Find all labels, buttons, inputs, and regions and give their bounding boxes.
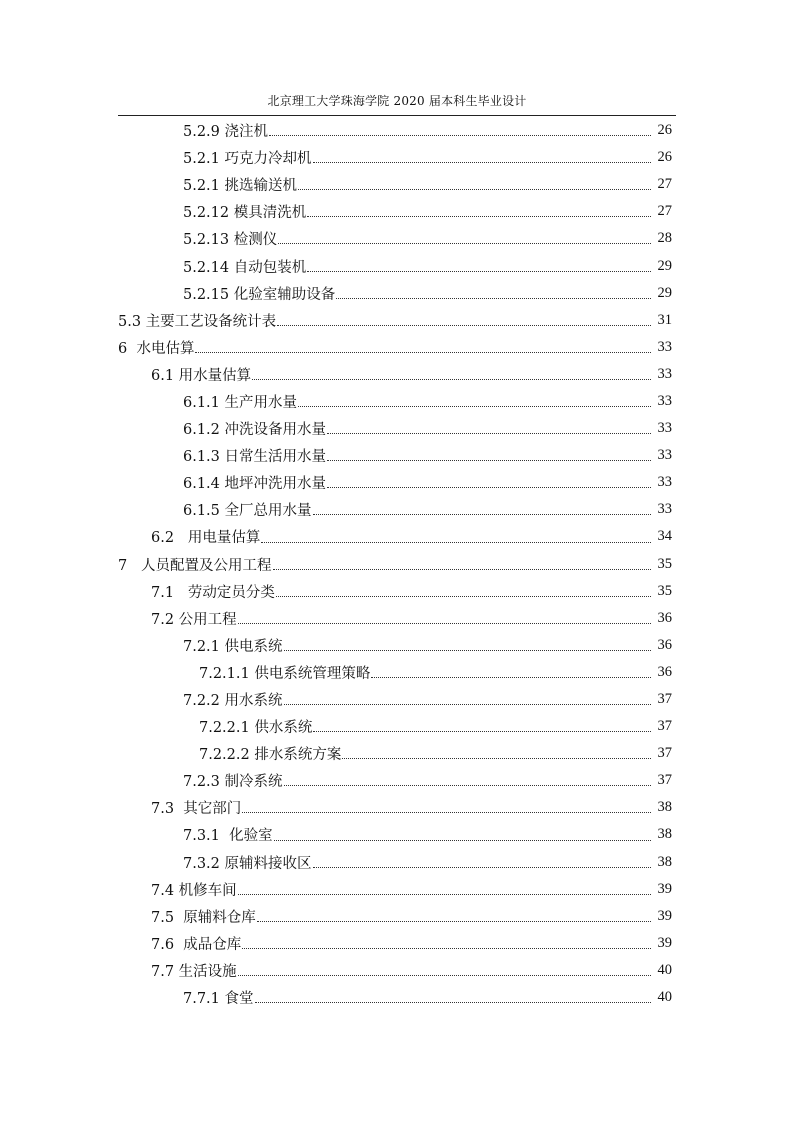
toc-entry-title: 7.3.2 原辅料接收区 <box>183 855 312 872</box>
toc-entry-title: 7.7.1 食堂 <box>183 991 254 1008</box>
toc-entry[interactable] <box>0 984 793 1011</box>
toc-entry-page: 36 <box>657 663 672 680</box>
toc-entry-page: 28 <box>657 230 672 247</box>
toc-entry[interactable] <box>0 361 793 388</box>
toc-entry[interactable] <box>0 713 793 740</box>
toc-entry-title: 7.3 其它部门 <box>151 801 242 818</box>
toc-entry-title: 7.2.2 用水系统 <box>183 693 283 710</box>
toc-entry-title: 7.3.1 化验室 <box>183 828 273 845</box>
toc-entry[interactable] <box>0 551 793 578</box>
toc-entry[interactable] <box>0 659 793 686</box>
toc-entry[interactable] <box>0 117 793 144</box>
toc-dot-leader <box>298 188 651 190</box>
toc-entry-title: 7.2.1 供电系统 <box>183 638 283 655</box>
toc-entry[interactable] <box>0 280 793 307</box>
toc-entry[interactable] <box>0 171 793 198</box>
toc-entry-page: 38 <box>657 826 672 843</box>
toc-entry[interactable] <box>0 605 793 632</box>
toc-entry-page: 31 <box>657 311 672 328</box>
toc-dot-leader <box>313 513 651 515</box>
toc-entry[interactable] <box>0 632 793 659</box>
header-rule <box>118 115 676 116</box>
toc-dot-leader <box>261 541 651 543</box>
toc-entry-title: 6.1 用水量估算 <box>151 367 252 384</box>
toc-dot-leader <box>255 1001 651 1003</box>
toc-dot-leader <box>284 784 651 786</box>
toc-entry[interactable] <box>0 307 793 334</box>
toc-dot-leader <box>273 568 651 570</box>
toc-entry-page: 39 <box>657 934 672 951</box>
toc-entry-title: 5.2.1 巧克力冷却机 <box>183 151 312 168</box>
toc-entry-page: 27 <box>657 203 672 220</box>
toc-entry-page: 33 <box>657 392 672 409</box>
toc-entry-title: 5.2.9 浇注机 <box>183 124 269 141</box>
toc-dot-leader <box>327 459 651 461</box>
toc-dot-leader <box>284 649 651 651</box>
table-of-contents <box>0 117 793 1011</box>
toc-entry-page: 40 <box>657 961 672 978</box>
toc-entry-title: 6 水电估算 <box>118 340 195 357</box>
toc-entry-title: 6.1.5 全厂总用水量 <box>183 503 312 520</box>
toc-entry-title: 5.2.14 自动包装机 <box>183 259 307 276</box>
toc-entry-title: 7.2.2.2 排水系统方案 <box>199 747 342 764</box>
toc-entry[interactable] <box>0 903 793 930</box>
toc-entry-title: 6.1.2 冲洗设备用水量 <box>183 422 327 439</box>
toc-entry-title: 6.1.1 生产用水量 <box>183 394 298 411</box>
toc-entry[interactable] <box>0 252 793 279</box>
toc-entry-page: 37 <box>657 691 672 708</box>
toc-entry[interactable] <box>0 821 793 848</box>
toc-entry[interactable] <box>0 957 793 984</box>
toc-entry-title: 7.7 生活设施 <box>151 963 237 980</box>
toc-entry[interactable] <box>0 686 793 713</box>
toc-dot-leader <box>327 432 651 434</box>
toc-dot-leader <box>278 242 651 244</box>
toc-entry-page: 37 <box>657 772 672 789</box>
toc-entry-title: 5.2.15 化验室辅助设备 <box>183 286 336 303</box>
toc-entry-page: 34 <box>657 528 672 545</box>
toc-entry[interactable] <box>0 767 793 794</box>
toc-dot-leader <box>313 161 651 163</box>
toc-entry-page: 39 <box>657 880 672 897</box>
toc-entry[interactable] <box>0 144 793 171</box>
toc-dot-leader <box>238 622 651 624</box>
toc-entry-title: 7.5 原辅料仓库 <box>151 909 256 926</box>
toc-entry-title: 7 人员配置及公用工程 <box>118 557 272 574</box>
toc-dot-leader <box>257 920 651 922</box>
toc-dot-leader <box>276 595 651 597</box>
toc-entry-page: 29 <box>657 257 672 274</box>
toc-entry-page: 35 <box>657 582 672 599</box>
toc-dot-leader <box>327 486 651 488</box>
toc-entry-page: 40 <box>657 989 672 1006</box>
toc-entry-title: 6.1.3 日常生活用水量 <box>183 449 327 466</box>
toc-entry-page: 33 <box>657 338 672 355</box>
toc-entry-page: 33 <box>657 420 672 437</box>
toc-dot-leader <box>284 703 651 705</box>
toc-entry[interactable] <box>0 334 793 361</box>
toc-entry-page: 26 <box>657 149 672 166</box>
toc-dot-leader <box>342 757 651 759</box>
toc-dot-leader <box>371 676 651 678</box>
toc-entry-title: 6.1.4 地坪冲洗用水量 <box>183 476 327 493</box>
toc-entry-page: 33 <box>657 365 672 382</box>
toc-entry[interactable] <box>0 442 793 469</box>
toc-entry[interactable] <box>0 930 793 957</box>
toc-dot-leader <box>307 215 651 217</box>
toc-entry-title: 6.2 用电量估算 <box>151 530 261 547</box>
toc-entry-page: 38 <box>657 799 672 816</box>
toc-entry[interactable] <box>0 849 793 876</box>
toc-dot-leader <box>274 839 651 841</box>
toc-entry-title: 7.2.2.1 供水系统 <box>199 720 313 737</box>
toc-dot-leader <box>195 351 651 353</box>
toc-entry[interactable] <box>0 876 793 903</box>
toc-entry-page: 36 <box>657 636 672 653</box>
toc-entry-page: 29 <box>657 284 672 301</box>
toc-entry[interactable] <box>0 740 793 767</box>
toc-entry[interactable] <box>0 578 793 605</box>
toc-entry-page: 35 <box>657 555 672 572</box>
toc-entry-title: 7.4 机修车间 <box>151 882 237 899</box>
toc-dot-leader <box>313 730 651 732</box>
toc-entry-page: 39 <box>657 907 672 924</box>
toc-entry-title: 7.2.1.1 供电系统管理策略 <box>199 665 371 682</box>
toc-dot-leader <box>238 974 651 976</box>
toc-entry-title: 7.2.3 制冷系统 <box>183 774 283 791</box>
toc-dot-leader <box>277 324 651 326</box>
toc-dot-leader <box>242 947 651 949</box>
toc-entry-page: 37 <box>657 745 672 762</box>
page-header: 北京理工大学珠海学院 2020 届本科生毕业设计 <box>267 94 527 108</box>
toc-entry-title: 7.6 成品仓库 <box>151 936 242 953</box>
toc-entry-title: 5.2.12 模具清洗机 <box>183 205 307 222</box>
toc-entry[interactable] <box>0 198 793 225</box>
toc-entry-page: 33 <box>657 501 672 518</box>
toc-entry[interactable] <box>0 388 793 415</box>
toc-entry-title: 5.2.1 挑选输送机 <box>183 178 298 195</box>
toc-entry-page: 36 <box>657 609 672 626</box>
toc-dot-leader <box>242 811 651 813</box>
toc-entry-title: 5.2.13 检测仪 <box>183 232 278 249</box>
toc-dot-leader <box>252 378 651 380</box>
toc-entry-page: 33 <box>657 447 672 464</box>
toc-entry-title: 5.3 主要工艺设备统计表 <box>118 313 277 330</box>
toc-entry[interactable] <box>0 469 793 496</box>
toc-dot-leader <box>238 893 651 895</box>
toc-entry[interactable] <box>0 225 793 252</box>
toc-entry-title: 7.1 劳动定员分类 <box>151 584 275 601</box>
toc-entry[interactable] <box>0 523 793 550</box>
toc-dot-leader <box>307 270 651 272</box>
toc-entry-page: 37 <box>657 718 672 735</box>
toc-dot-leader <box>336 297 651 299</box>
toc-entry-title: 7.2 公用工程 <box>151 611 237 628</box>
toc-entry[interactable] <box>0 496 793 523</box>
toc-entry[interactable] <box>0 794 793 821</box>
toc-entry-page: 38 <box>657 853 672 870</box>
toc-dot-leader <box>298 405 651 407</box>
toc-dot-leader <box>269 134 651 136</box>
toc-entry-page: 27 <box>657 176 672 193</box>
toc-entry[interactable] <box>0 415 793 442</box>
toc-entry-page: 33 <box>657 474 672 491</box>
toc-dot-leader <box>313 866 651 868</box>
toc-entry-page: 26 <box>657 122 672 139</box>
